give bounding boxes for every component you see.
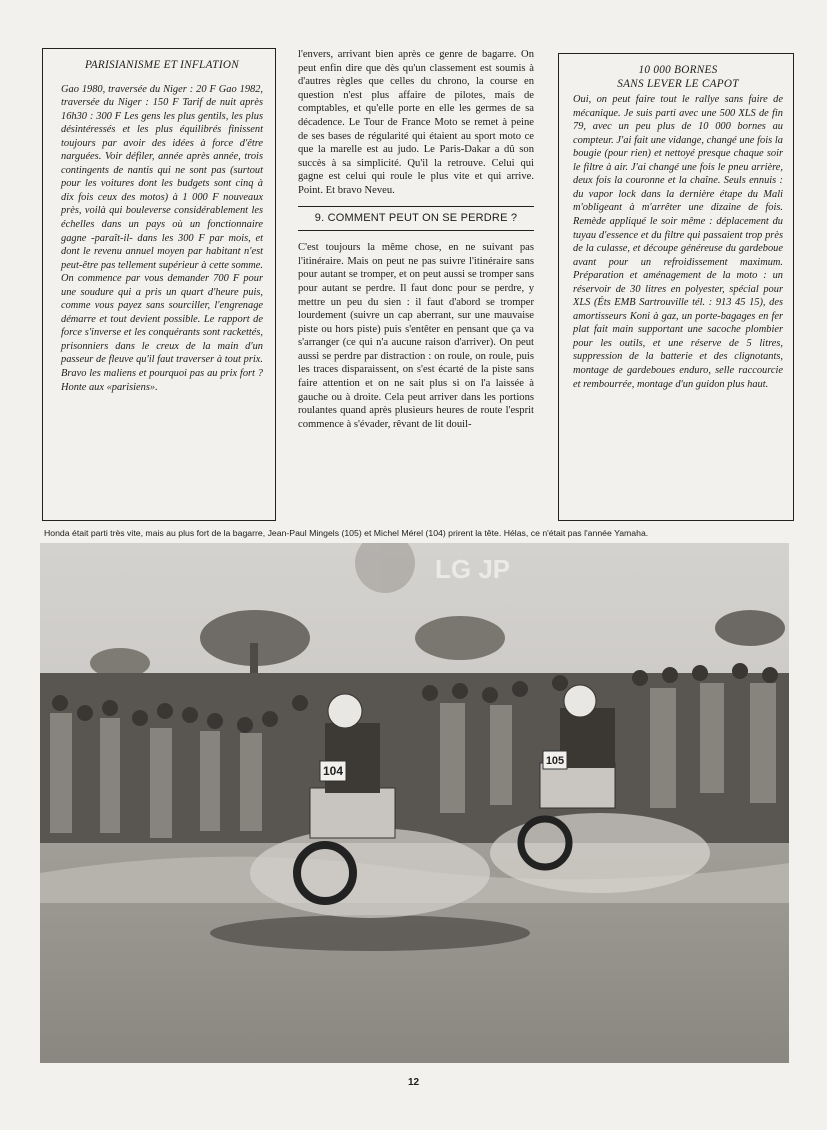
title-line: 10 000 BORNES (638, 64, 718, 76)
sidebar-title: PARISIANISME ET INFLATION (85, 59, 239, 71)
sidebar-title (573, 64, 783, 91)
photo-caption: Honda était parti très vite, mais au plus fort de la bagarre, Jean-Paul Mingels (105) et Michel Mérel (104) prirent la tête. Hélas, ce n'était pas l'année Yamaha. (44, 528, 649, 538)
plate-number: 105 (545, 755, 565, 767)
article-paragraph: l'envers, arrivant bien après ce genre de bagarre. On peut enfin dire que dès qu'un classement est soumis à d'autres règles que celles du chrono, la course en question n'est plus affaire de pilotes, mais de comptables, et qu'elle porte en elle les germes de sa décadence. Le Tour de France Moto se remet à peine de ses bases de régularité qui étaient au sport moto ce que la marelle est au judo. Le Paris-Dakar a dû son succès à sa simplicité. Qu'il la retrouve. Celui qui gagne est celui qui roule le plus vite et qui arrive. Point. Et bravo Neveu. (298, 49, 534, 196)
sidebar-text: Oui, on peut faire tout le rallye sans faire de mécanique. Je suis parti avec une 500 XLS de fin 79, avec un peu plus de 10 000 bornes au compteur. J'ai fait une vidange, changé une fois la bougie (pour rien) et nettoyé presque chaque soir le filtre à air. J'ai changé une fois le pneu arrière, deux fois la couronne et la chaîne. Seuls ennuis : du vapor lock dans la dernière étape du Mali m'obligeant à m'arrêter une dizaine de fois. Remède appliqué le soir même : déplacement du tuyau d'essence et du filtre qui passaient trop près de la culasse, et découpe généreuse du gardeboue avant pour un refroidissement maximum. Préparation et aménagement de la moto : un réservoir de 30 litres en polyester, spécial pour XLS (Éts EMB Sartrouville tél. : 913 45 15), des amortisseurs Koni à gaz, un porte-bagages en fer plat fait main supportant une sacoche plombier pour les outils, et une réserve de 5 litres, suppression de la batterie et des clignotants, montage de gardeboues enduro, selle raccourcie et rembourrée, montage d'un guidon plus haut. (573, 94, 783, 390)
plate-number: 104 (322, 764, 344, 778)
photo-illustration (40, 543, 789, 1063)
section-heading: 9. COMMENT PEUT ON SE PERDRE ? (298, 206, 534, 232)
article-column (298, 48, 534, 431)
watermark-text: LG JP (435, 554, 511, 584)
article-paragraph: C'est toujours la même chose, en ne suivant pas l'itinéraire. Mais on peut ne pas suivre l'itinéraire sans pour autant se tromper, et on peut aussi se tromper sans pour autant se perdre. Il faut donc pour se perdre, y mettre un peu du sien : il faut d'abord se tromper lourdement (suivre un cap aberrant, sur une mauvaise piste ou hors piste) puis s'entêter en pensant que ça va s'arranger (ce qui n'a aucune raison d'arriver). On peut aussi se perdre par distraction : on roule, on roule, puis les traces disparaissent, on s'est écarté de la piste sans faire attention et on ne sait plus si on l'a laissée à gauche ou à droite. Cela peut arriver dans les portions roulantes quand après plusieurs heures de route l'esprit commence à s'évader, rêvant de lit douil- (298, 242, 534, 430)
rally-photo (40, 543, 789, 1063)
inflation-sidebar (42, 48, 276, 521)
sidebar-text: Gao 1980, traversée du Niger : 20 F Gao 1982, traversée du Niger : 150 F Tarif de nuit après 16h30 : 300 F Les gens les plus gentils, les plus désintéressés et les plus équilibrés finissent toujours par avoir des idées à force d'être narguées. Voir défiler, année après année, trois contingents de nantis qui ne sont pas (surtout pour les voitures dont les budgets sont cinq à dix fois ceux des motos) à 1 000 F nouveaux près, voilà qui bouleverse considérablement les échelles dans un pays où un fonctionnaire gagne -paraît-il- dans les 300 F par mois, et dont le revenu annuel moyen par habitant n'est peut-être pas tellement supérieur à cette somme. On commence par vous demander 700 F pour une soudure qui a pris un quart d'heure puis, comme vous payez sans sourciller, l'engrenage démarre et tout devient possible. Le rapport de force s'inverse et les conquérants sont rackettés, prisonniers dans le creux de la main d'un passeur de fleuve qu'il faut traverser à tout prix. Bravo les maliens et pourquoi pas au prix fort ? Honte aux «parisiens». (61, 83, 263, 393)
title-line: SANS LEVER LE CAPOT (617, 77, 739, 90)
mechanics-sidebar (558, 53, 794, 521)
page-number: 12 (407, 1077, 420, 1088)
